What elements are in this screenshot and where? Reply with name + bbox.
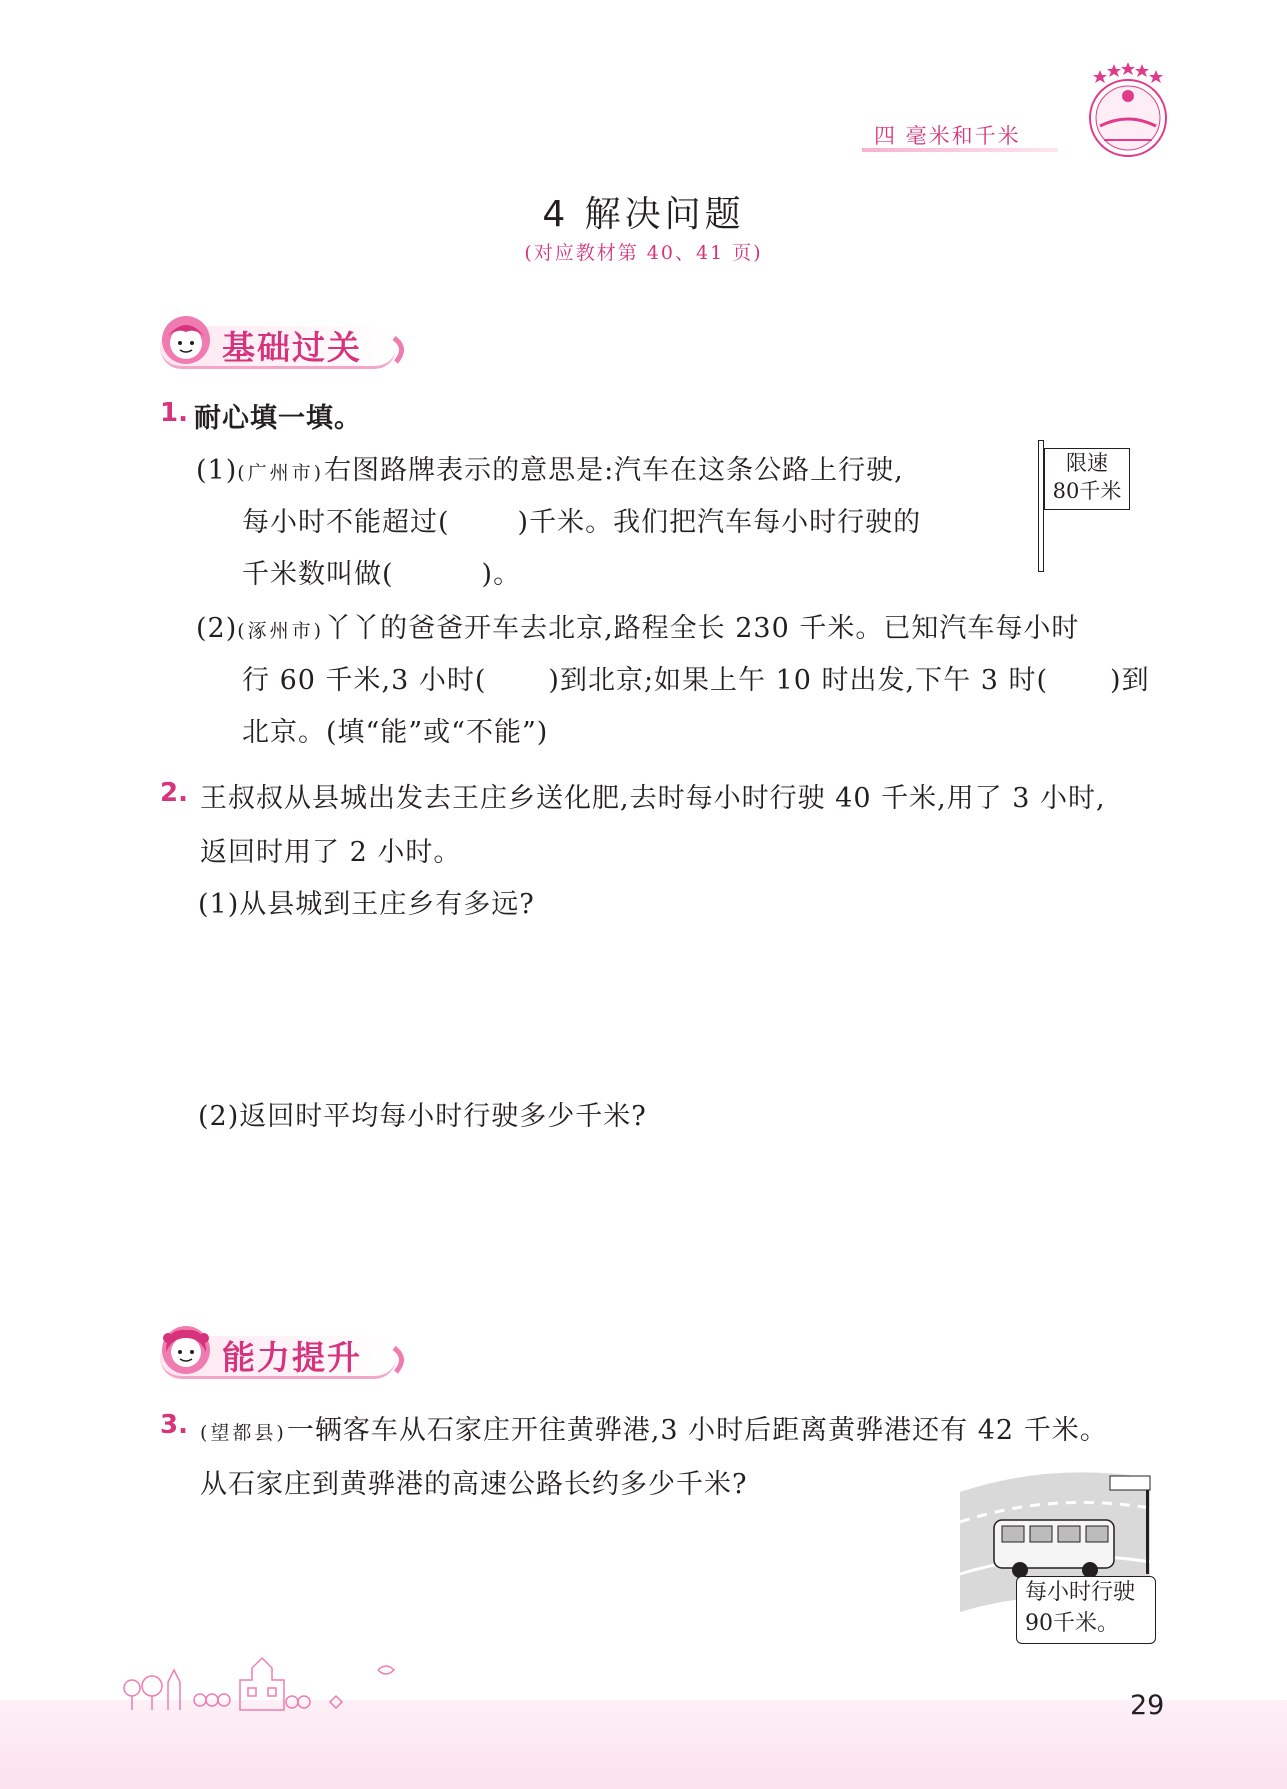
q1-part1-text1: 右图路牌表示的意思是:汽车在这条公路上行驶, (324, 455, 904, 486)
bus-speed-callout (1016, 1576, 1156, 1644)
chapter-label: 四 毫米和千米 (874, 124, 1021, 148)
q1-part2-line1 (196, 606, 1079, 645)
question-1-number: 1. (160, 398, 188, 428)
answer-area-q2-1[interactable] (198, 930, 1138, 1080)
ribbon-tail-icon (392, 336, 410, 364)
q1-part2-line2 (242, 658, 1150, 697)
q1-part2-text1: 丫丫的爸爸开车去北京,路程全长 230 千米。已知汽车每小时 (324, 613, 1080, 644)
bus-caption-line2: 90千米。 (1025, 1611, 1119, 1636)
q1-part2-source: (涿州市) (237, 620, 325, 642)
question-3-line2: 从石家庄到黄骅港的高速公路长约多少千米? (200, 1469, 748, 1500)
q1-part1-text3a: 千米数叫做( (242, 559, 394, 590)
q1-part1-line2 (242, 500, 921, 539)
town-doodle-decoration (116, 1640, 416, 1712)
section-title-basic: 基础过关 (222, 328, 362, 367)
sign-line-2: 80千米 (1052, 479, 1122, 503)
q1-part1-line3 (242, 552, 521, 591)
section-banner-basic (160, 312, 420, 368)
answer-area-q2-2[interactable] (198, 1142, 1138, 1312)
q1-part2-text2c: )到 (1110, 665, 1150, 696)
question-2-line1: 王叔叔从县城出发去王庄乡送化肥,去时每小时行驶 40 千米,用了 3 小时, (200, 783, 1106, 814)
q1-part2-line3: 北京。(填“能”或“不能”) (242, 717, 549, 748)
q1-part2-text2b: )到北京;如果上午 10 时出发,下午 3 时( (548, 665, 1049, 696)
q1-part2-label: (2) (196, 613, 238, 644)
q3-source: (望都县) (200, 1422, 287, 1444)
footer-band (0, 1700, 1287, 1789)
q1-part1-source: (广州市) (237, 462, 325, 484)
q1-part1-text2a: 每小时不能超过( (242, 507, 450, 538)
question-3-line1 (200, 1408, 1108, 1447)
boy-avatar-icon (160, 314, 212, 366)
question-2-sub2: (2)返回时平均每小时行驶多少千米? (198, 1101, 647, 1132)
chapter-tab (862, 120, 1058, 150)
question-3-number: 3. (160, 1410, 188, 1440)
bus-caption-line1: 每小时行驶 (1025, 1580, 1136, 1605)
section-banner-advanced (160, 1322, 420, 1378)
question-1-stem: 耐心填一填。 (194, 403, 362, 434)
sign-line-1: 限速 (1066, 451, 1108, 475)
page-number: 29 (1130, 1690, 1165, 1721)
brand-seal-logo (1070, 56, 1182, 158)
q1-part2-text2a: 行 60 千米,3 小时( (242, 665, 487, 696)
question-2-line2: 返回时用了 2 小时。 (200, 837, 462, 868)
girl-avatar-icon (160, 1324, 212, 1376)
ribbon-tail-icon (392, 1346, 410, 1374)
question-2-sub1: (1)从县城到王庄乡有多远? (198, 889, 535, 920)
page-subtitle: (对应教材第 40、41 页) (524, 242, 763, 264)
q1-part1-text2b: )千米。我们把汽车每小时行驶的 (517, 507, 922, 538)
q3-text1: 一辆客车从石家庄开往黄骅港,3 小时后距离黄骅港还有 42 千米。 (286, 1415, 1108, 1446)
question-2-number: 2. (160, 778, 188, 808)
q1-part1-line1 (196, 448, 904, 487)
section-title-advanced: 能力提升 (222, 1338, 362, 1377)
q1-part1-label: (1) (196, 455, 238, 486)
q1-part1-text3b: )。 (481, 559, 522, 590)
speed-limit-sign (1044, 448, 1130, 510)
page-title: 4 解决问题 (542, 194, 745, 235)
